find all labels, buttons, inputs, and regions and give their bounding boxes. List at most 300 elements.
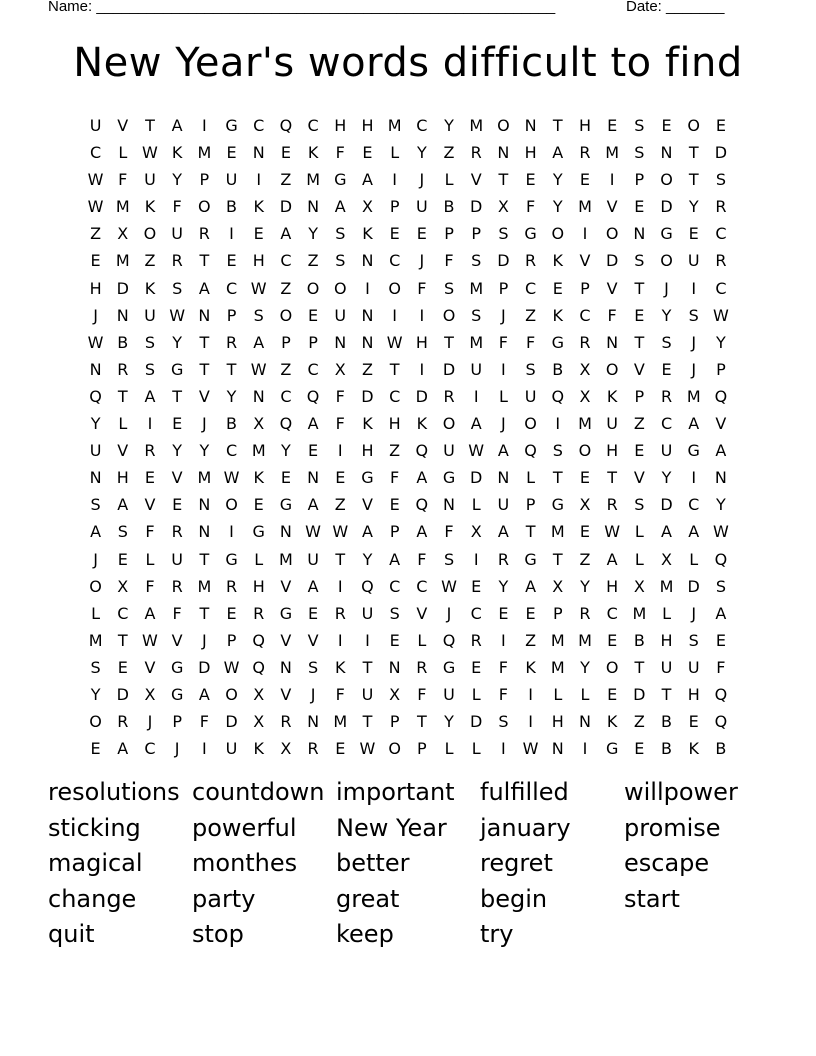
grid-letter[interactable]: G — [551, 495, 564, 515]
grid-letter[interactable]: P — [552, 603, 563, 623]
grid-letter[interactable]: T — [117, 386, 128, 406]
grid-letter[interactable]: Q — [415, 495, 429, 515]
grid-letter[interactable]: O — [225, 495, 238, 515]
grid-letter[interactable]: L — [417, 630, 427, 650]
grid-letter[interactable]: A — [171, 116, 183, 135]
grid-letter[interactable]: R — [715, 251, 727, 271]
grid-letter[interactable]: A — [497, 441, 509, 461]
grid-letter[interactable]: M — [578, 630, 592, 650]
grid-letter[interactable]: Z — [389, 441, 401, 461]
grid-letter[interactable]: U — [687, 251, 700, 271]
grid-letter[interactable]: D — [470, 712, 483, 732]
grid-letter[interactable]: Q — [89, 386, 102, 406]
grid-letter[interactable]: G — [524, 224, 537, 244]
grid-letter[interactable]: T — [335, 549, 346, 569]
grid-letter[interactable]: B — [443, 197, 455, 217]
grid-letter[interactable]: U — [524, 386, 537, 406]
grid-letter[interactable]: F — [525, 197, 536, 217]
grid-letter[interactable]: D — [198, 657, 211, 677]
grid-letter[interactable]: Y — [661, 305, 672, 325]
grid-letter[interactable]: M — [306, 170, 320, 190]
grid-letter[interactable]: E — [308, 305, 319, 325]
grid-letter[interactable]: R — [225, 332, 238, 352]
grid-letter[interactable]: U — [307, 549, 319, 569]
grid-letter[interactable]: Q — [361, 576, 374, 596]
grid-letter[interactable]: J — [446, 603, 452, 623]
grid-letter[interactable]: R — [416, 657, 428, 677]
grid-letter[interactable]: P — [471, 224, 482, 244]
grid-letter[interactable]: X — [144, 684, 156, 704]
grid-letter[interactable]: F — [172, 603, 182, 623]
grid-letter[interactable]: F — [607, 305, 617, 325]
grid-letter[interactable]: U — [415, 197, 428, 217]
grid-letter[interactable]: E — [525, 603, 536, 623]
grid-letter[interactable]: O — [578, 441, 592, 461]
grid-letter[interactable]: P — [389, 712, 400, 732]
grid-letter[interactable]: G — [170, 359, 184, 379]
grid-letter[interactable]: P — [308, 332, 318, 352]
grid-letter[interactable]: S — [308, 657, 319, 677]
grid-letter[interactable]: R — [171, 576, 183, 596]
grid-letter[interactable]: J — [147, 712, 153, 732]
grid-letter[interactable]: L — [91, 603, 101, 623]
grid-letter[interactable]: E — [280, 468, 291, 488]
grid-letter[interactable]: T — [172, 386, 183, 406]
grid-letter[interactable]: X — [389, 684, 401, 704]
grid-letter[interactable]: K — [416, 414, 428, 434]
grid-letter[interactable]: Q — [524, 441, 537, 461]
grid-letter[interactable]: A — [552, 143, 564, 163]
grid-letter[interactable]: R — [470, 143, 482, 163]
grid-letter[interactable]: E — [416, 224, 427, 244]
name-field-label[interactable]: Name: _______________________________________________________ — [48, 0, 556, 15]
grid-letter[interactable]: S — [634, 251, 645, 271]
grid-letter[interactable]: E — [253, 495, 264, 515]
grid-letter[interactable]: W — [223, 657, 240, 677]
grid-letter[interactable]: Z — [633, 414, 645, 434]
grid-letter[interactable]: E — [389, 224, 400, 244]
grid-letter[interactable]: E — [579, 468, 591, 488]
grid-letter[interactable]: Z — [280, 278, 292, 298]
grid-letter[interactable]: V — [470, 170, 482, 190]
grid-letter[interactable]: H — [551, 712, 564, 732]
grid-letter[interactable]: S — [144, 332, 156, 352]
grid-letter[interactable]: F — [172, 197, 182, 217]
grid-letter[interactable]: O — [306, 278, 320, 298]
grid-letter[interactable]: A — [307, 576, 319, 596]
grid-letter[interactable]: E — [335, 468, 346, 488]
grid-letter[interactable]: K — [335, 657, 346, 677]
grid-letter[interactable]: N — [606, 332, 619, 352]
grid-letter[interactable]: G — [170, 684, 184, 704]
grid-letter[interactable]: N — [198, 495, 211, 515]
grid-letter[interactable]: B — [661, 712, 673, 732]
grid-letter[interactable]: R — [660, 386, 673, 406]
grid-letter[interactable]: E — [634, 441, 645, 461]
grid-letter[interactable]: Q — [252, 657, 266, 677]
grid-letter[interactable]: E — [634, 197, 645, 217]
grid-letter[interactable]: E — [525, 170, 536, 190]
grid-letter[interactable]: P — [634, 386, 645, 406]
grid-letter[interactable]: R — [280, 712, 292, 732]
grid-letter[interactable]: B — [633, 630, 645, 650]
grid-letter[interactable]: H — [361, 441, 374, 461]
grid-letter[interactable]: T — [688, 170, 699, 190]
grid-letter[interactable]: S — [335, 224, 346, 244]
grid-letter[interactable]: O — [660, 170, 673, 190]
grid-letter[interactable]: A — [416, 522, 428, 542]
grid-letter[interactable]: S — [688, 305, 699, 325]
grid-letter[interactable]: E — [634, 305, 645, 325]
grid-letter[interactable]: H — [524, 143, 537, 163]
grid-letter[interactable]: N — [660, 143, 673, 163]
grid-letter[interactable]: G — [442, 657, 456, 677]
grid-letter[interactable]: M — [469, 278, 484, 298]
grid-letter[interactable]: A — [144, 386, 156, 406]
grid-letter[interactable]: Q — [714, 549, 728, 569]
grid-letter[interactable]: F — [335, 143, 345, 163]
grid-letter[interactable]: I — [419, 305, 425, 325]
grid-letter[interactable]: N — [279, 657, 292, 677]
grid-letter[interactable]: H — [578, 116, 591, 135]
grid-letter[interactable]: R — [144, 441, 156, 461]
grid-letter[interactable]: U — [443, 684, 455, 704]
grid-letter[interactable]: C — [225, 441, 238, 461]
grid-letter[interactable]: V — [606, 278, 618, 298]
grid-letter[interactable]: W — [332, 522, 349, 542]
grid-letter[interactable]: E — [308, 441, 319, 461]
grid-letter[interactable]: D — [687, 576, 700, 596]
grid-letter[interactable]: I — [609, 170, 615, 190]
grid-letter[interactable]: T — [634, 657, 645, 677]
grid-letter[interactable]: H — [361, 116, 374, 135]
grid-letter[interactable]: Z — [307, 251, 319, 271]
grid-letter[interactable]: T — [117, 630, 128, 650]
grid-letter[interactable]: D — [279, 197, 293, 217]
grid-letter[interactable]: E — [688, 224, 699, 244]
grid-letter[interactable]: I — [691, 278, 697, 298]
grid-letter[interactable]: K — [606, 386, 618, 406]
grid-letter[interactable]: S — [634, 495, 645, 515]
grid-letter[interactable]: V — [144, 657, 156, 677]
grid-letter[interactable]: T — [389, 359, 400, 379]
grid-letter[interactable]: G — [252, 522, 265, 542]
grid-letter[interactable]: Y — [716, 495, 726, 515]
grid-letter[interactable]: Y — [172, 332, 183, 352]
grid-letter[interactable]: S — [253, 305, 264, 325]
grid-letter[interactable]: J — [419, 170, 425, 190]
grid-letter[interactable]: S — [471, 305, 482, 325]
grid-letter[interactable]: R — [606, 495, 618, 515]
grid-letter[interactable]: B — [226, 197, 238, 217]
grid-letter[interactable]: E — [117, 657, 128, 677]
grid-letter[interactable]: Z — [90, 224, 102, 244]
grid-letter[interactable]: X — [470, 522, 482, 542]
grid-letter[interactable]: W — [441, 576, 457, 596]
grid-letter[interactable]: D — [361, 386, 374, 406]
grid-letter[interactable]: R — [253, 603, 265, 623]
grid-letter[interactable]: X — [117, 224, 129, 244]
grid-letter[interactable]: P — [580, 278, 590, 298]
grid-letter[interactable]: Y — [716, 332, 726, 352]
grid-letter[interactable]: X — [579, 386, 591, 406]
date-field-label[interactable]: Date: _______ — [626, 0, 725, 15]
grid-letter[interactable]: J — [201, 630, 207, 650]
grid-letter[interactable]: S — [90, 657, 101, 677]
grid-letter[interactable]: E — [226, 603, 237, 623]
grid-letter[interactable]: E — [144, 468, 156, 488]
grid-letter[interactable]: R — [117, 712, 129, 732]
grid-letter[interactable]: U — [660, 441, 673, 461]
grid-letter[interactable]: A — [198, 684, 210, 704]
grid-letter[interactable]: Y — [199, 441, 210, 461]
grid-letter[interactable]: F — [390, 468, 400, 488]
grid-letter[interactable]: M — [279, 549, 293, 569]
grid-letter[interactable]: N — [116, 305, 129, 325]
grid-letter[interactable]: L — [526, 468, 536, 488]
grid-letter[interactable]: T — [498, 170, 509, 190]
grid-letter[interactable]: T — [607, 468, 618, 488]
grid-letter[interactable]: X — [552, 576, 564, 596]
grid-letter[interactable]: W — [142, 630, 158, 650]
grid-letter[interactable]: N — [252, 143, 265, 163]
grid-letter[interactable]: P — [199, 170, 210, 190]
grid-letter[interactable]: G — [225, 549, 238, 569]
grid-letter[interactable]: A — [715, 441, 727, 461]
grid-letter[interactable]: B — [552, 359, 564, 379]
grid-letter[interactable]: D — [116, 278, 129, 298]
grid-letter[interactable]: R — [225, 576, 238, 596]
grid-letter[interactable]: L — [553, 684, 563, 704]
grid-letter[interactable]: X — [361, 197, 373, 217]
grid-letter[interactable]: O — [687, 116, 701, 135]
grid-letter[interactable]: H — [606, 576, 619, 596]
grid-letter[interactable]: N — [443, 495, 456, 515]
grid-letter[interactable]: Z — [525, 630, 537, 650]
grid-letter[interactable]: N — [198, 522, 211, 542]
grid-letter[interactable]: I — [691, 468, 697, 488]
grid-letter[interactable]: Y — [498, 576, 509, 596]
grid-letter[interactable]: I — [392, 305, 398, 325]
grid-letter[interactable]: W — [468, 441, 485, 461]
grid-letter[interactable]: A — [117, 739, 129, 759]
grid-letter[interactable]: K — [144, 197, 156, 217]
grid-letter[interactable]: I — [501, 739, 506, 759]
grid-letter[interactable]: F — [335, 684, 345, 704]
grid-letter[interactable]: C — [470, 603, 482, 623]
grid-letter[interactable]: L — [118, 143, 128, 163]
grid-letter[interactable]: S — [634, 143, 645, 163]
grid-letter[interactable]: O — [279, 305, 293, 325]
grid-letter[interactable]: E — [607, 630, 618, 650]
grid-letter[interactable]: D — [225, 712, 238, 732]
grid-letter[interactable]: N — [524, 116, 537, 135]
grid-letter[interactable]: M — [605, 143, 620, 163]
grid-letter[interactable]: R — [579, 603, 591, 623]
grid-letter[interactable]: N — [89, 468, 102, 488]
grid-letter[interactable]: E — [715, 630, 726, 650]
grid-letter[interactable]: O — [89, 576, 102, 596]
grid-letter[interactable]: U — [225, 739, 238, 759]
grid-letter[interactable]: N — [497, 143, 510, 163]
grid-letter[interactable]: V — [715, 414, 727, 434]
grid-letter[interactable]: N — [279, 522, 292, 542]
grid-letter[interactable]: C — [307, 116, 319, 135]
grid-letter[interactable]: X — [661, 549, 673, 569]
grid-letter[interactable]: B — [117, 332, 129, 352]
grid-letter[interactable]: R — [307, 739, 319, 759]
grid-letter[interactable]: H — [687, 684, 700, 704]
grid-letter[interactable]: L — [471, 684, 481, 704]
grid-letter[interactable]: Z — [579, 549, 591, 569]
grid-letter[interactable]: N — [307, 712, 320, 732]
grid-letter[interactable]: G — [225, 116, 238, 135]
grid-letter[interactable]: I — [582, 739, 588, 759]
grid-letter[interactable]: F — [145, 576, 155, 596]
grid-letter[interactable]: I — [229, 522, 234, 542]
grid-letter[interactable]: V — [171, 468, 183, 488]
grid-letter[interactable]: C — [389, 576, 401, 596]
grid-letter[interactable]: M — [251, 441, 266, 461]
grid-letter[interactable]: A — [117, 495, 129, 515]
grid-letter[interactable]: S — [715, 576, 726, 596]
grid-letter[interactable]: P — [417, 739, 427, 759]
grid-letter[interactable]: V — [280, 684, 292, 704]
grid-letter[interactable]: X — [633, 576, 645, 596]
grid-letter[interactable]: X — [253, 684, 265, 704]
grid-letter[interactable]: W — [87, 332, 104, 352]
grid-letter[interactable]: A — [606, 549, 618, 569]
grid-letter[interactable]: T — [145, 116, 155, 135]
grid-letter[interactable]: A — [90, 522, 102, 542]
grid-letter[interactable]: R — [497, 549, 509, 569]
grid-letter[interactable]: H — [660, 630, 673, 650]
grid-letter[interactable]: V — [361, 495, 373, 515]
grid-letter[interactable]: R — [470, 630, 482, 650]
grid-letter[interactable]: L — [498, 386, 508, 406]
grid-letter[interactable]: Y — [90, 414, 101, 434]
grid-letter[interactable]: E — [335, 739, 346, 759]
grid-letter[interactable]: E — [90, 739, 101, 759]
grid-letter[interactable]: L — [471, 495, 481, 515]
grid-letter[interactable]: A — [334, 197, 346, 217]
grid-letter[interactable]: R — [334, 603, 346, 623]
grid-letter[interactable]: A — [307, 414, 319, 434]
grid-letter[interactable]: S — [90, 495, 101, 515]
grid-letter[interactable]: P — [716, 359, 726, 379]
grid-letter[interactable]: M — [115, 251, 130, 271]
grid-letter[interactable]: C — [90, 143, 102, 163]
grid-letter[interactable]: N — [578, 712, 591, 732]
grid-letter[interactable]: S — [498, 224, 509, 244]
grid-letter[interactable]: J — [691, 603, 697, 623]
grid-letter[interactable]: W — [712, 522, 729, 542]
grid-letter[interactable]: O — [524, 414, 537, 434]
grid-letter[interactable]: V — [144, 495, 156, 515]
grid-letter[interactable]: O — [143, 224, 157, 244]
grid-letter[interactable]: Q — [714, 712, 728, 732]
grid-letter[interactable]: D — [714, 143, 728, 163]
grid-letter[interactable]: U — [443, 441, 455, 461]
grid-letter[interactable]: S — [389, 603, 400, 623]
grid-letter[interactable]: R — [443, 386, 455, 406]
grid-letter[interactable]: F — [525, 332, 536, 352]
grid-letter[interactable]: C — [416, 116, 428, 135]
grid-letter[interactable]: L — [118, 414, 128, 434]
grid-letter[interactable]: U — [144, 305, 156, 325]
grid-letter[interactable]: G — [442, 468, 456, 488]
grid-letter[interactable]: G — [334, 170, 347, 190]
grid-letter[interactable]: T — [634, 278, 645, 298]
grid-letter[interactable]: S — [172, 278, 183, 298]
grid-letter[interactable]: O — [198, 197, 211, 217]
grid-letter[interactable]: V — [280, 630, 292, 650]
grid-letter[interactable]: J — [174, 739, 180, 759]
grid-letter[interactable]: J — [93, 549, 98, 569]
grid-letter[interactable]: N — [633, 224, 646, 244]
grid-letter[interactable]: O — [333, 278, 347, 298]
grid-letter[interactable]: K — [253, 197, 264, 217]
grid-letter[interactable]: F — [145, 522, 155, 542]
grid-letter[interactable]: E — [607, 116, 618, 135]
grid-letter[interactable]: E — [715, 116, 726, 135]
grid-letter[interactable]: M — [197, 576, 212, 596]
grid-letter[interactable]: K — [362, 414, 373, 434]
grid-letter[interactable]: Z — [633, 712, 645, 732]
grid-letter[interactable]: N — [551, 739, 564, 759]
grid-letter[interactable]: I — [201, 116, 207, 135]
grid-letter[interactable]: X — [117, 576, 129, 596]
grid-letter[interactable]: X — [497, 197, 509, 217]
grid-letter[interactable]: W — [305, 522, 321, 542]
grid-letter[interactable]: U — [470, 359, 483, 379]
grid-letter[interactable]: T — [552, 468, 563, 488]
grid-letter[interactable]: Q — [551, 386, 565, 406]
grid-letter[interactable]: Q — [279, 414, 293, 434]
grid-letter[interactable]: I — [337, 576, 343, 596]
grid-letter[interactable]: M — [88, 630, 103, 650]
grid-letter[interactable]: I — [501, 359, 506, 379]
grid-letter[interactable]: G — [687, 441, 700, 461]
grid-letter[interactable]: X — [579, 359, 591, 379]
grid-letter[interactable]: U — [89, 116, 102, 135]
grid-letter[interactable]: Y — [580, 576, 590, 596]
grid-letter[interactable]: O — [388, 278, 401, 298]
grid-letter[interactable]: H — [606, 441, 619, 461]
grid-letter[interactable]: P — [389, 522, 400, 542]
grid-letter[interactable]: J — [93, 305, 98, 325]
grid-letter[interactable]: H — [388, 414, 401, 434]
grid-letter[interactable]: B — [661, 739, 673, 759]
grid-letter[interactable]: E — [90, 251, 101, 271]
grid-letter[interactable]: O — [605, 359, 619, 379]
grid-letter[interactable]: M — [659, 576, 674, 596]
grid-letter[interactable]: C — [416, 576, 428, 596]
grid-letter[interactable]: Q — [442, 630, 456, 650]
grid-letter[interactable]: R — [198, 224, 210, 244]
grid-letter[interactable]: V — [633, 468, 645, 488]
grid-letter[interactable]: Z — [280, 170, 292, 190]
grid-letter[interactable]: Y — [552, 197, 563, 217]
grid-letter[interactable]: A — [198, 278, 210, 298]
grid-letter[interactable]: S — [688, 630, 699, 650]
grid-letter[interactable]: E — [688, 712, 699, 732]
grid-letter[interactable]: A — [307, 495, 319, 515]
grid-letter[interactable]: H — [89, 278, 102, 298]
grid-letter[interactable]: I — [582, 224, 588, 244]
grid-letter[interactable]: G — [551, 332, 564, 352]
grid-letter[interactable]: G — [170, 657, 184, 677]
